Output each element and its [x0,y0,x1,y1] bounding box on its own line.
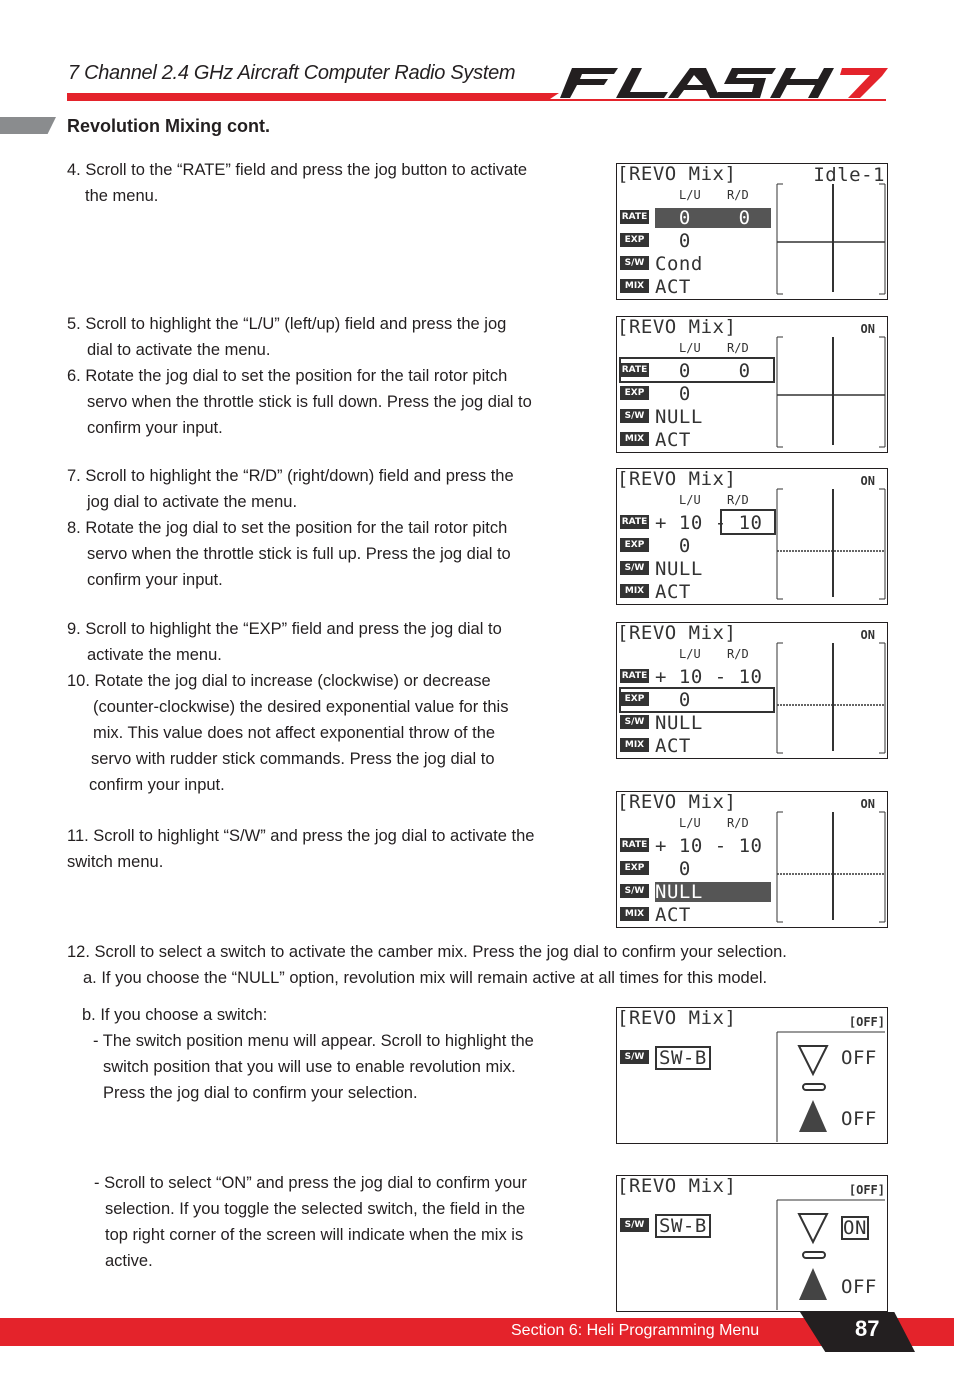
step-line: - The switch position menu will appear. Scroll to highlight the [93,1032,534,1050]
lcd-curve-graph [617,792,887,927]
lcd-screen [616,1007,888,1144]
step-5-6 [67,311,532,441]
lcd-status: ON [860,628,875,642]
step-line: switch position that you will use to enable revolution mix. [103,1058,516,1076]
page-number: 87 [855,1316,880,1341]
lcd-col-lu: L/U [679,341,701,355]
step-line: 7. Scroll to highlight the “R/D” (right/down) field and press the [67,467,514,485]
lcd-col-rd: R/D [727,341,749,355]
step-line: dial to activate the menu. [87,341,271,359]
lcd-value-sw: Cond [655,253,703,275]
lcd-title: [REVO Mix] [617,791,737,813]
lcd-label-rate: RATE [621,517,648,527]
lcd-curve-graph [617,469,887,604]
step-12b-on [94,1170,527,1274]
step-12 [67,939,787,991]
step-line: selection. If you toggle the selected switch, the field in the [105,1200,526,1218]
lcd-value-sw: NULL [655,712,703,734]
step-line: switch menu. [67,853,164,871]
step-line: 10. Rotate the jog dial to increase (clockwise) or decrease [67,672,491,690]
lcd-label-mix: MIX [620,279,649,293]
lcd-label-exp: EXP [620,538,649,552]
lcd-label-sw: S/W [620,715,649,729]
lcd-value-exp: 0 [655,230,691,252]
step-line: confirm your input. [87,571,223,589]
lcd-col-lu: L/U [679,647,701,661]
lcd-value-exp: 0 [655,535,691,557]
lcd-value-mix: ACT [655,276,691,298]
section-marker [0,117,56,134]
step-line: 12. Scroll to select a switch to activate the camber mix. Press the jog dial to confirm your selection. [67,943,787,961]
step-line: the menu. [85,187,159,205]
lcd-screen [616,163,888,300]
lcd-value-sw: NULL [655,882,771,902]
step-line: b. If you choose a switch: [82,1006,268,1024]
lcd-position-up: ON [843,1217,867,1239]
lcd-title: [REVO Mix] [617,316,737,338]
lcd-label-sw: S/W [620,1050,649,1064]
lcd-title: [REVO Mix] [617,468,737,490]
step-line: 4. Scroll to the “RATE” field and press the jog button to activate [67,161,528,179]
step-line: - Scroll to select “ON” and press the jog dial to confirm your [94,1174,527,1192]
lcd-label-sw: S/W [620,561,649,575]
lcd-screen [616,1175,888,1312]
lcd-status: [OFF] [848,1183,885,1197]
lcd-value-sw: NULL [655,406,703,428]
step-line: active. [105,1252,153,1270]
step-line: 5. Scroll to highlight the “L/U” (left/up) field and press the jog [67,315,507,333]
lcd-status: ON [860,474,875,488]
lcd-label-exp: EXP [620,692,649,706]
step-line: confirm your input. [89,776,225,794]
lcd-col-lu: L/U [679,816,701,830]
lcd-label-exp: EXP [620,233,649,247]
lcd-label-rate: RATE [621,671,648,681]
step-line: 9. Scroll to highlight the “EXP” field and press the jog dial to [67,620,502,638]
header-rule [67,93,547,101]
flash7-logo [560,62,888,102]
lcd-label-exp: EXP [620,386,649,400]
step-line: top right corner of the screen will indicate when the mix is [105,1226,524,1244]
lcd-curve-graph [617,317,887,452]
lcd-value-rate: 0 0 [655,360,751,382]
lcd-col-rd: R/D [727,647,749,661]
lcd-title: [REVO Mix] [617,1175,737,1197]
lcd-value-sw: NULL [655,558,703,580]
lcd-value-mix: ACT [655,735,691,757]
lcd-title: [REVO Mix] [617,163,737,185]
step-11 [67,823,534,875]
lcd-label-mix: MIX [620,584,649,598]
lcd-screen [616,316,888,453]
lcd-label-rate: RATE [621,840,648,850]
step-12b [82,1002,534,1106]
lcd-label-exp: EXP [620,861,649,875]
lcd-label-sw: S/W [620,884,649,898]
lcd-value-exp: 0 [655,689,691,711]
lcd-status: ON [860,322,875,336]
lcd-value-exp: 0 [655,858,691,880]
lcd-label-sw: S/W [620,256,649,270]
lcd-value-mix: ACT [655,581,691,603]
lcd-value-rate: + 10 - 10 [655,835,763,857]
lcd-col-lu: L/U [679,188,701,202]
step-line: jog dial to activate the menu. [87,493,298,511]
step-7-8 [67,463,514,593]
lcd-col-rd: R/D [727,188,749,202]
lcd-label-rate: RATE [621,365,648,375]
step-line: servo with rudder stick commands. Press the jog dial to [91,750,495,768]
lcd-label-mix: MIX [620,432,649,446]
lcd-curve-graph [617,623,887,758]
lcd-col-rd: R/D [727,493,749,507]
lcd-status: [OFF] [848,1015,885,1029]
section-title: Revolution Mixing cont. [67,116,270,136]
lcd-value-exp: 0 [655,383,691,405]
step-line: 8. Rotate the jog dial to set the position for the tail rotor pitch [67,519,508,537]
lcd-label-sw: S/W [620,1218,649,1232]
lcd-status: Idle-1 [813,164,885,186]
step-line: mix. This value does not affect exponential throw of the [93,724,496,742]
step-line: activate the menu. [87,646,222,664]
lcd-label-mix: MIX [620,907,649,921]
lcd-value-mix: ACT [655,904,691,926]
lcd-label-sw: S/W [620,409,649,423]
step-line: 11. Scroll to highlight “S/W” and press the jog dial to activate the [67,827,535,845]
lcd-screen [616,791,888,928]
lcd-title: [REVO Mix] [617,622,737,644]
lcd-curve-graph [617,164,887,299]
header-title: 7 Channel 2.4 GHz Aircraft Computer Radio System [68,62,516,84]
lcd-position-down: OFF [841,1108,877,1130]
lcd-col-rd: R/D [727,816,749,830]
lcd-value-rate: + 10 - 10 [655,512,763,534]
lcd-label-mix: MIX [620,738,649,752]
lcd-position-up: OFF [841,1047,877,1069]
step-line: (counter-clockwise) the desired exponential value for this [93,698,509,716]
lcd-label-rate: RATE [621,212,648,222]
lcd-switch-value: SW-B [655,1214,711,1238]
step-line: a. If you choose the “NULL” option, revolution mix will remain active at all times for this model. [83,969,768,987]
lcd-screen [616,622,888,759]
step-9-10 [67,616,508,798]
step-line: servo when the throttle stick is full up. Press the jog dial to [87,545,511,563]
lcd-status: ON [860,797,875,811]
lcd-screen [616,468,888,605]
footer-section: Section 6: Heli Programming Menu [511,1322,760,1339]
step-line: 6. Rotate the jog dial to set the position for the tail rotor pitch [67,367,508,385]
step-4 [67,157,527,209]
lcd-value-rate: 0 0 [655,208,771,228]
lcd-col-lu: L/U [679,493,701,507]
lcd-value-rate: + 10 - 10 [655,666,763,688]
step-line: servo when the throttle stick is full down. Press the jog dial to [87,393,532,411]
lcd-position-down: OFF [841,1276,877,1298]
lcd-value-mix: ACT [655,429,691,451]
lcd-switch-value: SW-B [655,1046,711,1070]
step-line: Press the jog dial to confirm your selection. [103,1084,418,1102]
lcd-title: [REVO Mix] [617,1007,737,1029]
step-line: confirm your input. [87,419,223,437]
